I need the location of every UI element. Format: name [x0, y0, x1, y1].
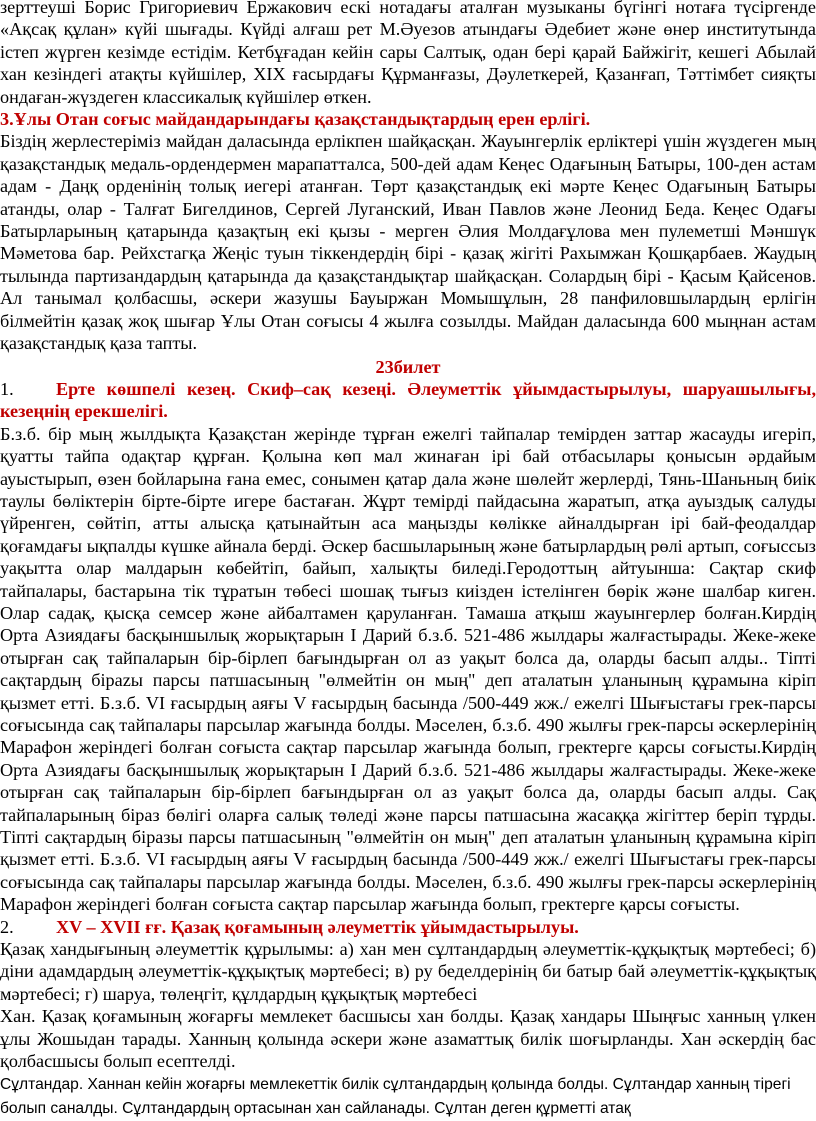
- question-2-paragraph-1: Қазақ хандығының әлеуметтік құрылымы: а) хан мен сұлтандардың әлеуметтік-құқықтық мәртебесі; б) діни адамдардың әлеуметтік-құқықтық мәртебесі; в) ру беделдерінің би батыр бай әлеуметтік-құқықтық мәртебесі; г) шаруа, төлеңгіт, құлдардың құқықтық мәртебесі: [0, 939, 816, 1004]
- section-3-heading: 3.Ұлы Отан соғыс майдандарындағы қазақстандықтардың ерен ерлігі.: [0, 109, 591, 130]
- question-1-heading: Ерте көшпелі кезең. Скиф–сақ кезеңі. Әлеуметтік ұйымдастырылуы, шаруашылығы, кезеңнің ерекшелігі.: [0, 378, 816, 422]
- question-2-number: 2.: [0, 916, 14, 937]
- question-1-number: 1.: [0, 378, 14, 399]
- intro-paragraph: зерттеуші Борис Григориевич Ержакович ескі нотадағы аталған музыканы бүгінгі нотаға түсіргенде «Ақсақ құлан» күйі шығады. Күйді алғаш рет М.Әуезов атындағы Әдебиет және өнер институтында істеп жүрген кезімде естідім. Кетбұғадан кейін сары Салтық, одан бері қарай Байжігіт, кешегі Абылай хан кезіндегі атақты күйшілер, ХІХ ғасырдағы Құрманғазы, Дәулеткерей, Қазанғап, Тәттімбет сияқты ондаған-жүздеген классикалық күйшілер өткен.: [0, 0, 816, 107]
- question-1-body: Б.з.б. бір мың жылдықта Қазақстан жерінде тұрған ежелгі тайпалар темірден заттар жасауды игеріп, қуатты тайпа одақтар құрған. Қолына көп мал жинаған ірі бай отбасылары қонысын әрдайым ауыстырып, өзен бойларына ғана емес, сонымен қатар дала және шөлейт жерлерді, Тянь-Шаньның биік таулы бөліктерін бірте-бірте игере бастаған. Жұрт темірді пайдасына жаратып, атқа ауыздық салуды үйренген, сөйтіп, атты алысқа қатынайтын аса маңызды көлікке айналдырған ірі бай-феодалдар қоғамдағы ықпалды күшке айнала берді. Әскер басшыларының және батырлардың рөлі артып, соғыссыз уақытта олар малдарын көбейтіп, байып, халықты биледі.Геродоттың айтуынша: Сақтар скиф тайпалары, бастарына тік тұратын төбесі шошақ тығыз киізден істелінген бөрік және шалбар киген. Олар садақ, қысқа семсер және айбалтамен қаруланған. Тамаша атқыш жауынгерлер болған.Кирдің Орта Азиядағы басқыншылық жорықтарын І Дарий б.з.б. 521-486 жылдары жалғастырады. Жеке-жеке отырған сақ тайпаларын бір-бірлеп бағындырған ол аз уақыт болса да, оларды басып алды.. Тіпті сақтардың бірazы парсы патшасының "өлмейтін он мың" деп аталатын ұланының құрамына кіріп қызмет етті. Б.з.б. VI ғасырдың аяғы V ғасырдың басында /500-449 жж./ ежелгі Шығыстағы грек-парсы соғысында сақ тайпалары парсылар жағында болды. Мәселен, б.з.б. 490 жылғы грек-парсы әскерлерінің Марафон жеріндегі болған соғыста сақтар парсылар жағында болып, гректерге қарсы соғысты.Кирдің Орта Азиядағы басқыншылық жорықтарын І Дарий б.з.б. 521-486 жылдары жалғастырады. Жеке-жеке отырған сақ тайпаларын бір-бірлеп бағындырған ол аз уақыт болса да, оларды басып алды. Сақ тайпаларының біраз бөлігі оларға салық төледі және парсы патшасына жасаққа жігіттер беріп тұрды. Тіпті сақтардың біразы парсы патшасының "өлмейтін он мың" деп аталатын ұланының құрамына кіріп қызмет етті. Б.з.б. VI ғасырдың аяғы V ғасырдың басында /500-449 жж./ ежелгі Шығыстағы грек-парсы соғысында сақ тайпалары парсылар жағында болды. Мәселен, б.з.б. 490 жылғы грек-парсы әскерлерінің Марафон жеріндегі болған соғыста сақтар парсылар жағында болып, гректерге қарсы соғысты.: [0, 423, 816, 915]
- question-2-heading-line: [0, 916, 816, 938]
- question-1-heading-line: [0, 378, 816, 423]
- ticket-title-line: [0, 356, 816, 378]
- ticket-title: 23билет: [375, 356, 441, 377]
- question-2-paragraph-3: Сұлтандар. Ханнан кейін жоғарғы мемлекеттік билік сұлтандардың қолында болды. Сұлтандар ханның тірегі болып саналды. Сұлтандардың ортасынан хан сайланады. Сұлтан деген құрметті атақ: [0, 1075, 791, 1117]
- section-3-body: Біздің жерлестеріміз майдан даласында ерлікпен шайқасқан. Жауынгерлік ерліктері үшін жүздеген мың қазақстандық медаль-ордендермен марапатталса, 500-дей адам Кеңес Одағының Батыры, 100-ден астам адам - Даңқ орденінің толық иегері атанған. Төрт қазақстандық екі мәрте Кеңес Одағының Батыры атанды, олар - Талғат Бигелдинов, Сергей Луганский, Иван Павлов және Леонид Беда. Кеңес Одағы Батырларының қатарында қазақтың екі қызы - мерген Әлия Молдағұлова мен пулеметші Мәншүк Мәметова бар. Рейхстагқа Жеңіс туын тіккендердің бірі - қазақ жігіті Рахымжан Қошқарбаев. Жаудың тылында партизандардың қатарында да қазақстандықтар шайқасқан. Солардың бірі - Қасым Қайсенов. Ал танымал қолбасшы, әскери жазушы Бауыржан Момышұлын, 28 панфиловшылардың ерлігін білмейтін қазақ жоқ шығар Ұлы Отан соғысы 4 жылға созылды. Майдан даласында 600 мыңнан астам қазақстандық қаза тапты.: [0, 131, 816, 354]
- question-2-paragraph-2: Хан. Қазақ қоғамының жоғарғы мемлекет басшысы хан болды. Қазақ хандары Шыңғыс ханның үлкен ұлы Жошыдан тарады. Ханның қолында әскери және азаматтық билік шоғырланды. Хан әскердің бас қолбасшысы болып есептелді.: [0, 1006, 816, 1072]
- question-2-heading: XV – XVII ғғ. Қазақ қоғамының әлеуметтік ұйымдастырылуы.: [56, 916, 579, 937]
